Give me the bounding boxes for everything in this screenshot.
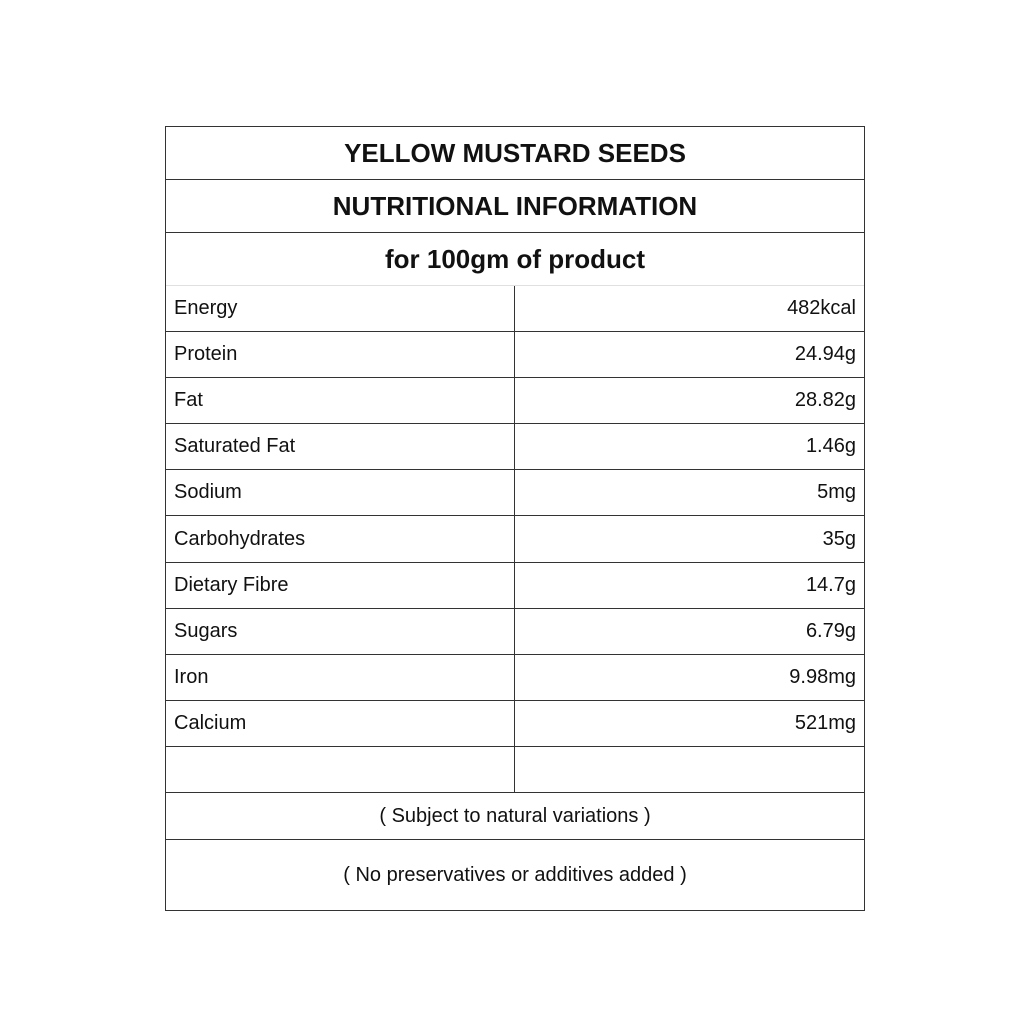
nutrient-value: 14.7g (805, 573, 856, 596)
nutrient-value: 24.94g (794, 343, 856, 366)
serving-basis: for 100gm of product (166, 233, 864, 286)
nutrient-name: Iron (166, 655, 515, 700)
nutrient-name: Energy (166, 286, 515, 331)
table-row (166, 563, 864, 609)
table-row (166, 424, 864, 470)
nutrition-table (165, 126, 865, 911)
nutrient-rows (166, 286, 864, 793)
preservatives-note: ( No preservatives or additives added ) (343, 863, 687, 886)
nutrient-name: Sodium (166, 470, 515, 515)
table-row (166, 701, 864, 747)
nutrient-value: 521mg (794, 711, 856, 734)
product-title: YELLOW MUSTARD SEEDS (166, 127, 864, 180)
variation-note: ( Subject to natural variations ) (166, 794, 864, 840)
table-row-empty (166, 747, 864, 793)
nutrient-name (166, 747, 515, 792)
table-row (166, 516, 864, 562)
table-row (166, 378, 864, 424)
nutrient-name: Protein (166, 332, 515, 377)
table-heading: NUTRITIONAL INFORMATION (166, 180, 864, 233)
nutrient-name: Carbohydrates (166, 516, 515, 561)
nutrient-name: Saturated Fat (166, 424, 515, 469)
nutrient-name: Calcium (166, 701, 515, 746)
nutrient-value: 482kcal (787, 297, 856, 320)
nutrient-value: 1.46g (805, 435, 856, 458)
nutrient-name: Dietary Fibre (166, 563, 515, 608)
nutrient-value: 6.79g (805, 619, 856, 642)
nutrient-name: Fat (166, 378, 515, 423)
table-row (166, 609, 864, 655)
table-row (166, 286, 864, 332)
nutrient-value: 28.82g (794, 389, 856, 412)
table-row (166, 470, 864, 516)
nutrient-value: 5mg (817, 481, 856, 504)
nutrient-value (515, 747, 864, 792)
table-row (166, 655, 864, 701)
nutrient-value: 35g (822, 527, 856, 550)
table-row (166, 332, 864, 378)
nutrient-name: Sugars (166, 609, 515, 654)
nutrient-value: 9.98mg (789, 665, 856, 688)
